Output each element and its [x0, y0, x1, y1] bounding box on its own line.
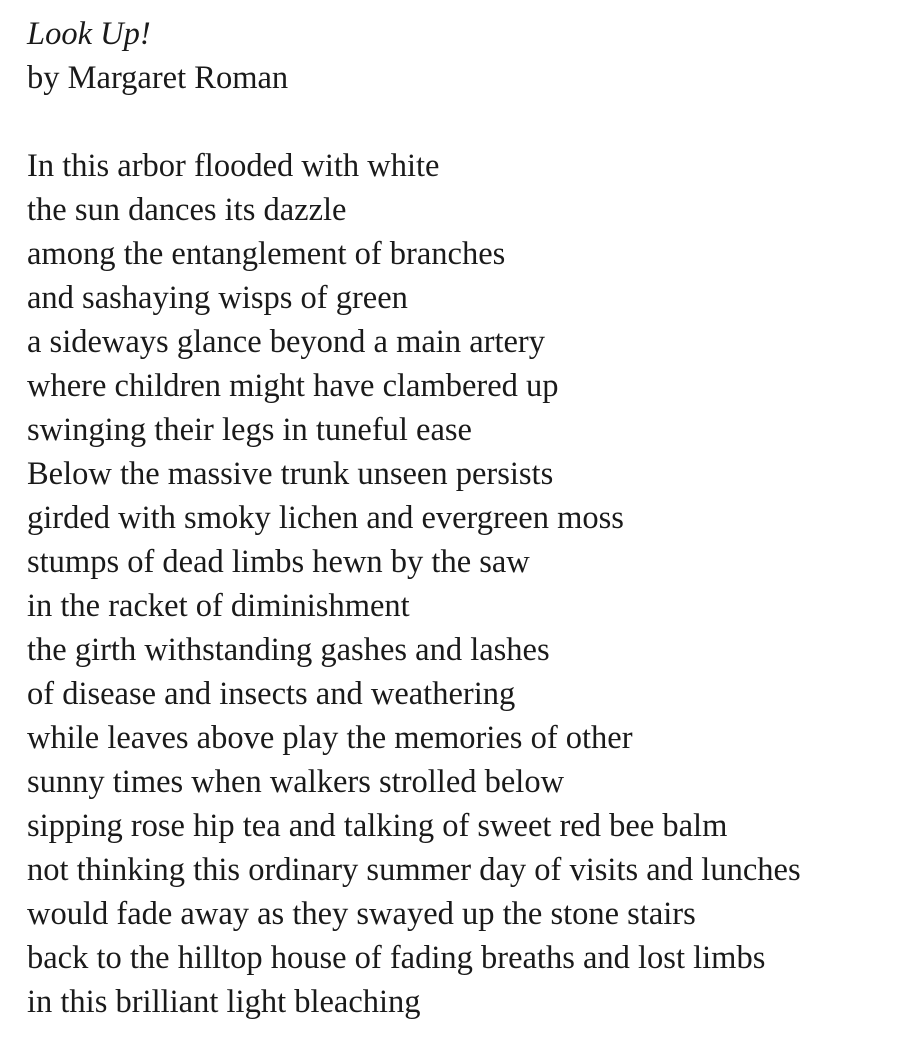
poem-line: back to the hilltop house of fading breaths and lost limbs	[27, 940, 766, 976]
poem-line: the girth withstanding gashes and lashes	[27, 632, 550, 668]
poem-line: sipping rose hip tea and talking of sweet red bee balm	[27, 808, 728, 844]
poem-line: the sun dances its dazzle	[27, 192, 347, 228]
poem-line: while leaves above play the memories of other	[27, 720, 633, 756]
poem-line: a sideways glance beyond a main artery	[27, 324, 545, 360]
poem-line: would fade away as they swayed up the stone stairs	[27, 896, 696, 932]
poem-line: of disease and insects and weathering	[27, 676, 516, 712]
poem-author: by Margaret Roman	[27, 60, 289, 96]
poem-title: Look Up!	[27, 16, 151, 52]
stanza-break	[27, 100, 801, 144]
poem-line: swinging their legs in tuneful ease	[27, 412, 472, 448]
poem-line: stumps of dead limbs hewn by the saw	[27, 544, 530, 580]
poem-line: In this arbor flooded with white	[27, 148, 440, 184]
poem	[27, 12, 801, 1024]
poem-line: Below the massive trunk unseen persists	[27, 456, 554, 492]
poem-line: and sashaying wisps of green	[27, 280, 408, 316]
poem-line: where children might have clambered up	[27, 368, 559, 404]
poem-line: in this brilliant light bleaching	[27, 984, 421, 1020]
poem-line: girded with smoky lichen and evergreen moss	[27, 500, 624, 536]
poem-line: among the entanglement of branches	[27, 236, 506, 272]
poem-line: not thinking this ordinary summer day of visits and lunches	[27, 852, 801, 888]
poem-line: in the racket of diminishment	[27, 588, 410, 624]
poem-line: sunny times when walkers strolled below	[27, 764, 565, 800]
